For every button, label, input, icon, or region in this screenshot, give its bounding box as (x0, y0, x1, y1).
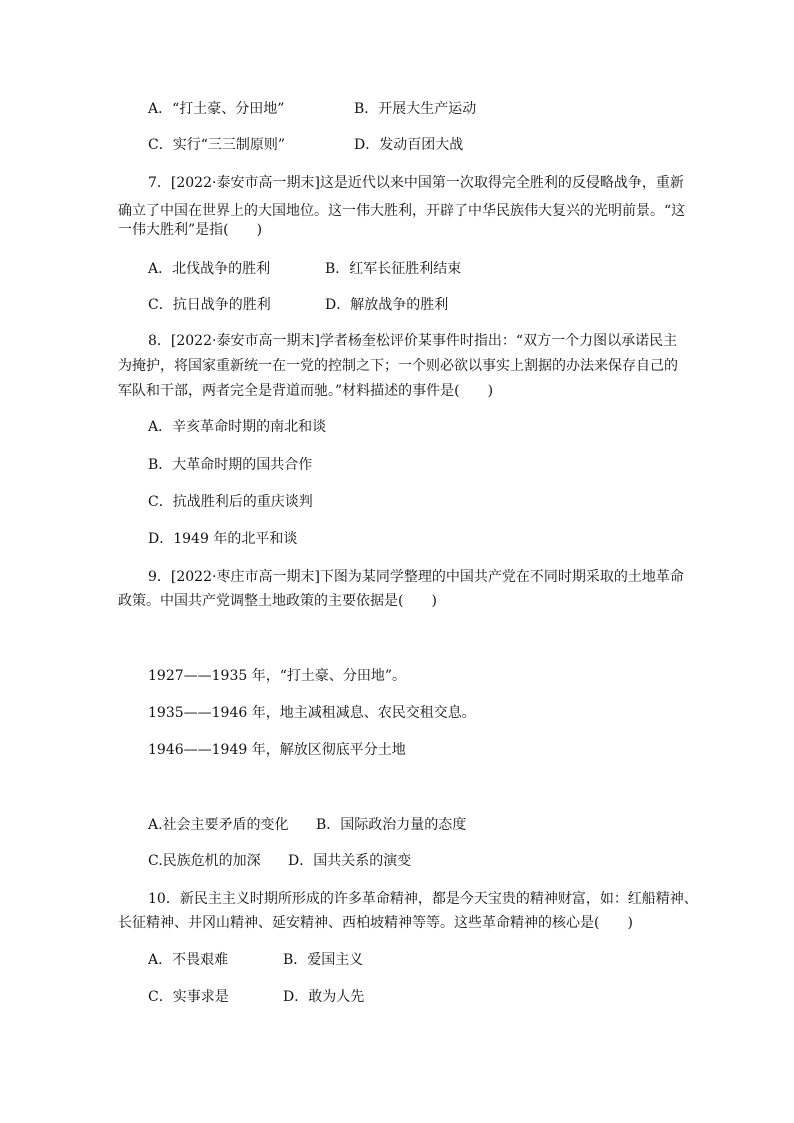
option-text: 辛亥革命时期的南北和谈 (172, 419, 327, 435)
option-text: 解放战争的胜利 (350, 297, 449, 313)
option-letter: D． (148, 531, 174, 547)
option-letter: D． (288, 853, 314, 869)
option-text: “打土豪、分田地” (172, 101, 285, 117)
q7-option-a (148, 259, 270, 279)
option-text: 实行“三三制原则” (172, 137, 286, 153)
option-letter: B． (325, 261, 350, 277)
q9-option-a (148, 815, 289, 835)
q9-stem-line1: 9．[2022·枣庄市高一期末]下图为某同学整理的中国共产党在不同时期采取的土地革命 (148, 569, 684, 585)
option-text: 社会主要矛盾的变化 (162, 817, 289, 833)
q6-option-d (354, 135, 463, 155)
q7-stem-line2: 确立了中国在世界上的大国地位。这一伟大胜利，开辟了中华民族伟大复兴的光明前景。“这 (118, 203, 686, 219)
q7-stem-line1: 7．[2022·泰安市高一期末]这是近代以来中国第一次取得完全胜利的反侵略战争，重新 (148, 175, 684, 191)
option-text: 爱国主义 (307, 952, 364, 968)
option-text: 国际政治力量的态度 (340, 817, 467, 833)
option-letter: C． (148, 137, 173, 153)
option-letter: A． (148, 952, 173, 968)
q8-stem-line2: 为掩护，将国家重新统一在一党的控制之下；一个则必欲以事实上割据的办法来保存自己的 (118, 358, 678, 374)
q8-option-d (148, 529, 297, 549)
option-letter: C． (148, 494, 173, 510)
q9-option-b (316, 815, 466, 835)
q8-option-b (148, 455, 312, 475)
option-letter: A. (148, 817, 163, 833)
option-text: 1949 年的北平和谈 (173, 531, 298, 547)
q10-stem-line1: 10．新民主主义时期所形成的许多革命精神，都是今天宝贵的精神财富，如：红船精神、 (148, 891, 698, 907)
q8-option-c (148, 492, 313, 512)
q10-option-b (283, 950, 363, 970)
option-text: 开展大生产运动 (378, 101, 477, 117)
q9-stem-line2: 政策。中国共产党调整土地政策的主要依据是( ) (118, 593, 437, 609)
option-letter: D． (325, 297, 351, 313)
option-text: 敢为人先 (308, 989, 365, 1005)
option-text: 红军长征胜利结束 (349, 261, 462, 277)
q10-option-a (148, 950, 228, 970)
option-letter: B． (283, 952, 308, 968)
option-text: 抗日战争的胜利 (172, 297, 271, 313)
option-letter: D． (283, 989, 309, 1005)
q7-option-c (148, 295, 271, 315)
option-text: 北伐战争的胜利 (172, 261, 271, 277)
q10-option-d (283, 987, 364, 1007)
option-letter: A． (148, 261, 173, 277)
q8-stem-line3: 军队和干部，两者完全是背道而驰。”材料描述的事件是( ) (118, 383, 494, 399)
q9-option-d (288, 851, 411, 871)
option-text: 抗战胜利后的重庆谈判 (172, 494, 313, 510)
option-letter: A． (148, 419, 173, 435)
q9-table-row-1: 1927——1935 年，“打土豪、分田地”。 (148, 668, 407, 684)
option-letter: C． (148, 297, 173, 313)
q10-stem-line2: 长征精神、井冈山精神、延安精神、西柏坡精神等等。这些革命精神的核心是( ) (118, 915, 633, 931)
q7-stem-line3: 一伟大胜利”是指( ) (118, 222, 263, 238)
option-letter: B． (148, 457, 173, 473)
option-text: 民族危机的加深 (162, 853, 261, 869)
q9-table-row-3: 1946——1949 年，解放区彻底平分土地 (148, 742, 406, 758)
option-text: 大革命时期的国共合作 (172, 457, 313, 473)
option-letter: B． (316, 817, 341, 833)
q6-option-b (354, 99, 476, 119)
option-letter: C. (148, 853, 163, 869)
option-letter: D． (354, 137, 380, 153)
q10-option-c (148, 987, 229, 1007)
q8-stem-line1: 8．[2022·泰安市高一期末]学者杨奎松评价某事件时指出：“双方一个力图以承诺民主 (148, 333, 678, 349)
q9-option-c (148, 851, 261, 871)
q6-option-c (148, 135, 285, 155)
q6-option-a (148, 99, 284, 119)
q7-option-d (325, 295, 448, 315)
option-letter: A． (148, 101, 173, 117)
q7-option-b (325, 259, 461, 279)
option-text: 实事求是 (172, 989, 229, 1005)
option-text: 不畏艰难 (172, 952, 229, 968)
option-letter: C． (148, 989, 173, 1005)
option-letter: B． (354, 101, 379, 117)
option-text: 发动百团大战 (379, 137, 464, 153)
q9-table-row-2: 1935——1946 年，地主减租减息、农民交租交息。 (148, 705, 476, 721)
option-text: 国共关系的演变 (313, 853, 412, 869)
q8-option-a (148, 417, 326, 437)
